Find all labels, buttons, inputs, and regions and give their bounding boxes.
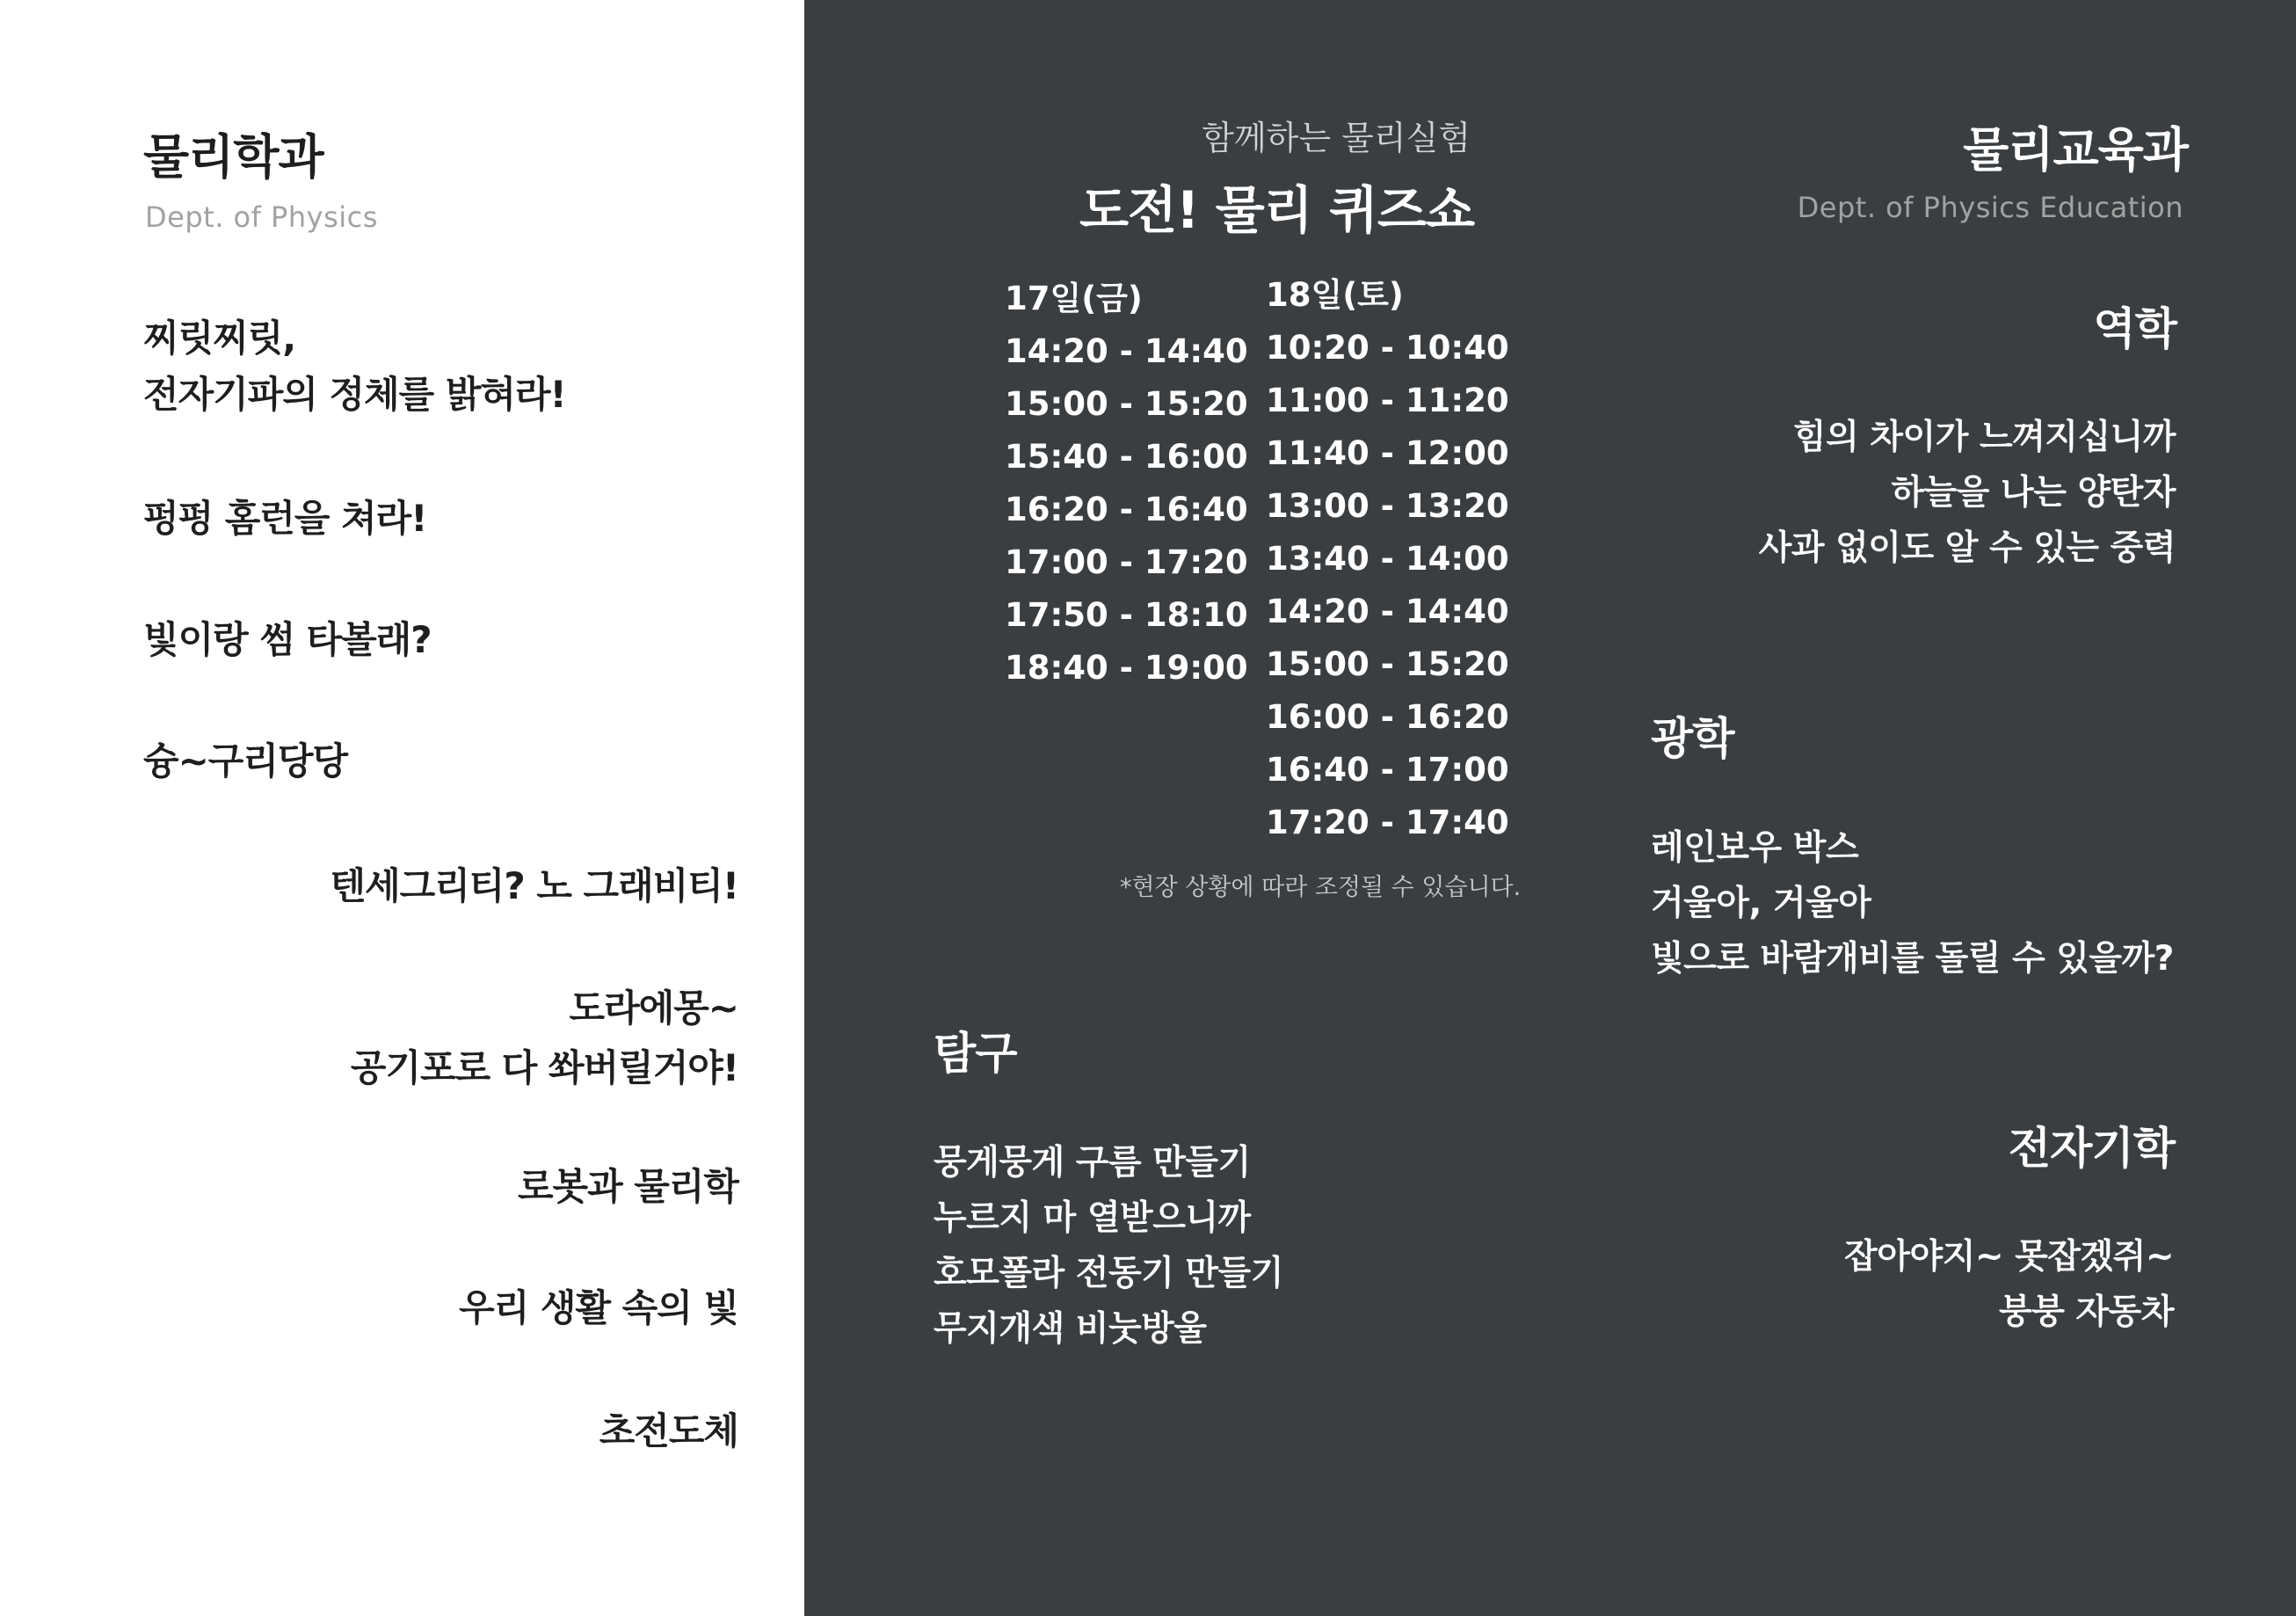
schedule-slot: 11:40 - 12:00 [1266,434,1509,472]
experiment-line: 초전도체 [599,1409,738,1452]
experiment-item [143,310,566,423]
schedule-slot: 15:40 - 16:00 [1005,438,1248,476]
schedule-slot: 13:00 - 13:20 [1266,487,1509,525]
quiz-kicker: 함께하는 물리실험 [1202,119,1471,157]
physics-dept-title: 물리학과 [143,129,323,185]
list-item: 뭉게뭉게 구름 만들기 [934,1143,1251,1183]
experiment-item [459,1280,738,1336]
dark-panel [804,0,2296,1616]
schedule-slot: 18:40 - 19:00 [1005,649,1248,687]
schedule-slot: 17:00 - 17:20 [1005,543,1248,581]
experiment-line: 로봇과 물리학 [517,1165,738,1208]
mechanics-title: 역학 [2093,303,2176,354]
list-item: 하늘을 나는 양탄자 [1891,473,2176,513]
schedule-day-label: 18일(토) [1266,276,1404,314]
list-item: 거울아, 거울아 [1651,884,1871,923]
quiz-title: 도전! 물리 퀴즈쇼 [1079,180,1474,240]
experiment-line: 슝~구리당당 [143,739,348,783]
electromagnetism-title: 전자기학 [2008,1123,2175,1174]
physics-edu-title: 물리교육과 [1963,122,2188,178]
experiment-item [143,612,432,668]
list-item: 붕붕 자동차 [1999,1292,2174,1332]
experiment-line: 펑펑 홈런을 쳐라! [143,497,427,540]
schedule-slot: 16:40 - 17:00 [1266,751,1509,789]
schedule-slot: 16:00 - 16:20 [1266,698,1509,736]
schedule-slot: 10:20 - 10:40 [1266,329,1509,367]
schedule-day-sat [1266,269,1509,849]
mechanics-list [1759,410,2176,576]
experiment-line: 텐세그리티? 노 그래비티! [330,864,738,907]
list-item: 잡아야지~ 못잡겠쥐~ [1844,1237,2174,1277]
schedule-slot: 17:20 - 17:40 [1266,804,1509,841]
schedule-slot: 16:20 - 16:40 [1005,491,1248,528]
physics-dept-panel [0,0,804,1616]
experiment-line: 공기포로 다 쏴버릴거야! [350,1046,738,1089]
physics-edu-subtitle: Dept. of Physics Education [1797,191,2183,224]
schedule-slot: 11:00 - 11:20 [1266,382,1509,419]
inquiry-list [934,1135,1283,1357]
list-item: 호모폴라 전동기 만들기 [934,1254,1283,1293]
optics-title: 광학 [1651,713,1734,764]
schedule-day-fri [1005,273,1248,695]
list-item: 레인보우 박스 [1651,828,1859,868]
list-item: 누르지 마 열받으니까 [934,1198,1251,1238]
experiment-item [518,1159,738,1215]
schedule-note: *현장 상황에 따라 조정될 수 있습니다. [1120,874,1522,901]
inquiry-title: 탐구 [934,1028,1017,1079]
schedule-slot: 17:50 - 18:10 [1005,596,1248,634]
schedule-day-label: 17일(금) [1005,280,1143,317]
electromagnetism-list [1844,1229,2174,1340]
schedule-slot: 14:20 - 14:40 [1266,593,1509,630]
list-item: 힘의 차이가 느껴지십니까 [1792,418,2176,457]
schedule-slot: 14:20 - 14:40 [1005,332,1248,370]
list-item: 사과 없이도 알 수 있는 중력 [1758,528,2176,568]
experiment-line: 빛이랑 썸 타볼래? [143,618,432,661]
list-item: 빛으로 바람개비를 돌릴 수 있을까? [1651,939,2174,979]
schedule-slot: 13:40 - 14:00 [1266,540,1509,578]
experiment-line: 전자기파의 정체를 밝혀라! [143,373,566,416]
experiment-line: 찌릿찌릿, [143,317,296,360]
experiment-line: 도라에몽~ [569,986,738,1030]
experiment-line: 우리 생활 속의 빛 [459,1286,738,1329]
list-item: 무지개색 비눗방울 [934,1309,1207,1349]
experiment-item [351,979,738,1098]
schedule-slot: 15:00 - 15:20 [1005,385,1248,423]
optics-list [1651,820,2174,986]
experiment-item [599,1403,738,1459]
schedule-slot: 15:00 - 15:20 [1266,645,1509,683]
experiment-item [331,858,738,914]
experiment-item [143,733,347,790]
experiment-item [143,491,426,547]
physics-dept-subtitle: Dept. of Physics [145,200,378,234]
